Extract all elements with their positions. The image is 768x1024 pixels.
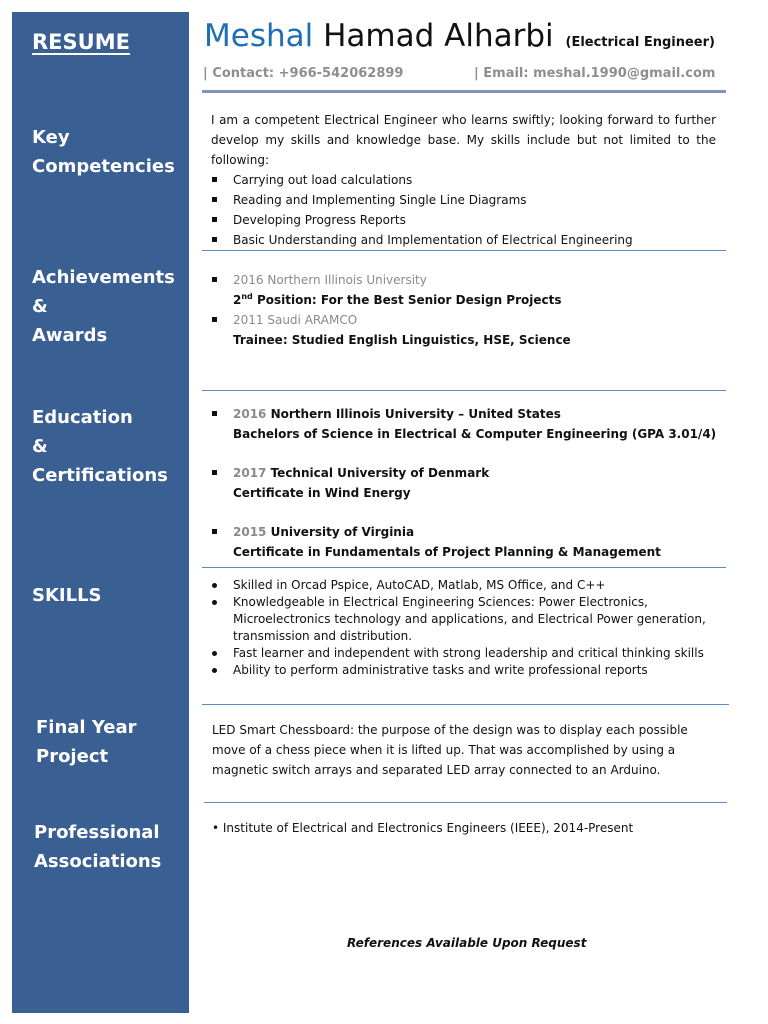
- list-item: Reading and Implementing Single Line Diagrams: [211, 190, 716, 210]
- final-year-project-section: [212, 720, 717, 780]
- list-item: Developing Progress Reports: [211, 210, 716, 230]
- list-item: Ability to perform administrative tasks and write professional reports: [211, 662, 716, 679]
- last-name: Hamad Alharbi: [323, 18, 554, 54]
- list-item: 2017 Technical University of Denmark Certificate in Wind Energy: [211, 463, 726, 503]
- sidebar-label-final-year-project: Final Year Project: [36, 717, 137, 767]
- list-item: Knowledgeable in Electrical Engineering Sciences: Power Electronics, Microelectronics technology and applications, and Electrical Power generation, transmission and distribution.: [211, 594, 716, 645]
- contact-email: | Email: meshal.1990@gmail.com: [474, 66, 716, 81]
- list-item: Carrying out load calculations: [211, 170, 716, 190]
- education-section: [211, 404, 726, 562]
- candidate-name: [204, 18, 715, 54]
- section-divider: [204, 802, 727, 803]
- list-item: Fast learner and independent with strong leadership and critical thinking skills: [211, 645, 716, 662]
- sidebar-label-skills: SKILLS: [32, 585, 102, 606]
- contact-phone: | Contact: +966-542062899: [203, 66, 404, 81]
- resume-title: RESUME: [32, 30, 130, 54]
- list-item: Skilled in Orcad Pspice, AutoCAD, Matlab, MS Office, and C++: [211, 577, 716, 594]
- competencies-intro: I am a competent Electrical Engineer who learns swiftly; looking forward to further develop my skills and knowledge base. My skills include but not limited to the following:: [211, 113, 716, 167]
- section-divider: [202, 704, 729, 705]
- education-list: [211, 404, 726, 444]
- skills-section: [211, 577, 716, 679]
- achievements-section: [211, 270, 716, 350]
- key-competencies-section: [211, 110, 716, 250]
- associations-section: [212, 818, 717, 838]
- association-item: • Institute of Electrical and Electronics Engineers (IEEE), 2014-Present: [212, 821, 634, 835]
- project-description: LED Smart Chessboard: the purpose of the design was to display each possible move of a chess piece when it is lifted up. That was accomplished by using a magnetic switch arrays and separated LED array connected to an Arduino.: [212, 723, 688, 777]
- sidebar-label-key-competencies: Key Competencies: [32, 127, 175, 177]
- skills-list: [211, 577, 716, 679]
- section-divider: [202, 390, 726, 391]
- achievements-list: [211, 270, 716, 350]
- list-item: 2016 Northern Illinois University 2nd Position: For the Best Senior Design Projects: [211, 270, 716, 310]
- header-divider: [202, 90, 726, 93]
- sidebar-label-education: Education & Certifications: [32, 407, 168, 486]
- list-item: 2016 Northern Illinois University – United States Bachelors of Science in Electrical & Computer Engineering (GPA 3.01/4): [211, 404, 726, 444]
- competencies-list: [211, 170, 716, 250]
- list-item: Basic Understanding and Implementation of Electrical Engineering: [211, 230, 716, 250]
- first-name: Meshal: [204, 18, 314, 54]
- section-divider: [202, 567, 726, 568]
- sidebar-label-achievements: Achievements & Awards: [32, 267, 175, 346]
- references-note: References Available Upon Request: [347, 936, 587, 950]
- job-title: (Electrical Engineer): [565, 35, 715, 50]
- section-divider: [202, 250, 726, 251]
- sidebar-label-associations: Professional Associations: [34, 822, 162, 872]
- list-item: 2015 University of Virginia Certificate in Fundamentals of Project Planning & Management: [211, 522, 726, 562]
- list-item: 2011 Saudi ARAMCO Trainee: Studied English Linguistics, HSE, Science: [211, 310, 716, 350]
